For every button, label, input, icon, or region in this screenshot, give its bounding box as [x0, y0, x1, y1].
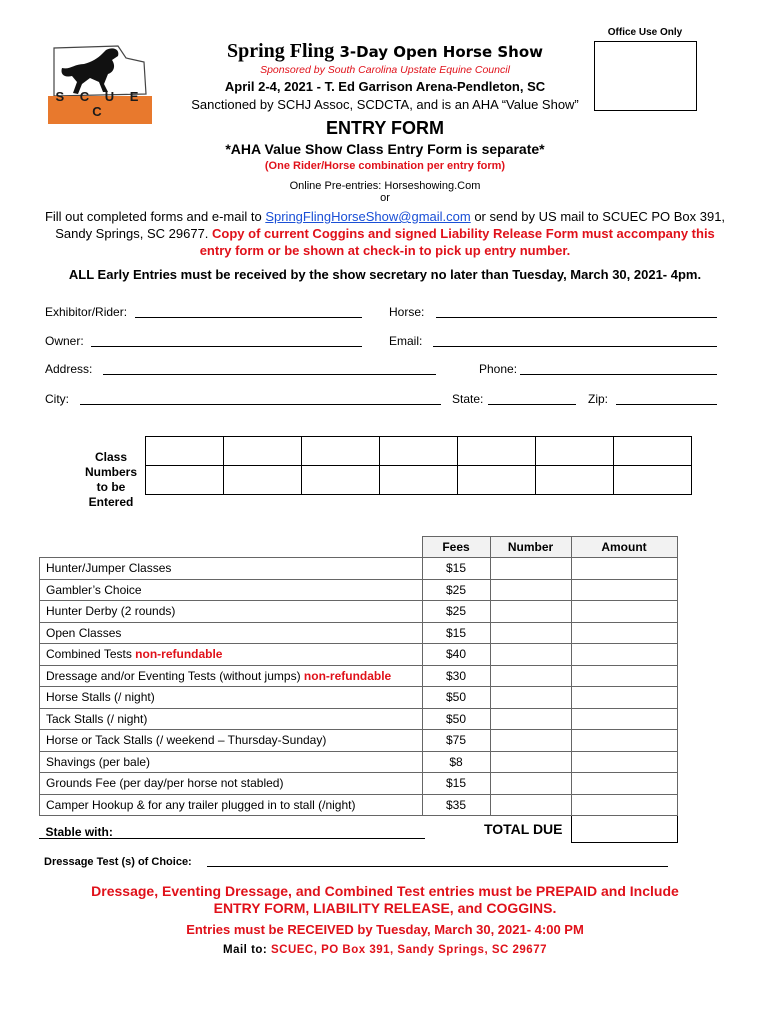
fee-row	[40, 644, 678, 666]
class-number-cell[interactable]	[536, 466, 614, 495]
email-link[interactable]: SpringFlingHorseShow@gmail.com	[265, 209, 471, 224]
received-notice: Entries must be RECEIVED by Tuesday, March 30, 2021- 4:00 PM	[186, 922, 584, 937]
class-number-cell[interactable]	[146, 437, 224, 466]
fee-item-text: Open Classes	[46, 625, 122, 640]
fee-item-text: Camper Hookup & for any trailer plugged in to stall (/night)	[46, 797, 356, 812]
number-input-cell[interactable]	[490, 730, 571, 752]
class-number-cell[interactable]	[458, 437, 536, 466]
fee-amount: $25	[422, 579, 490, 601]
class-number-cell[interactable]	[302, 466, 380, 495]
fee-amount: $50	[422, 687, 490, 709]
logo-text: S C U E C	[55, 89, 145, 119]
fee-amount: $30	[422, 665, 490, 687]
phone-field[interactable]	[520, 374, 717, 375]
fee-item-label	[40, 773, 423, 795]
horse-field[interactable]	[436, 317, 717, 318]
class-numbers-label-line: to be	[96, 480, 126, 494]
owner-field[interactable]	[91, 346, 362, 347]
instructions-text-1: Fill out completed forms and e-mail to	[44, 209, 266, 224]
combo-note: (One Rider/Horse combination per entry form)	[264, 160, 506, 172]
number-input-cell[interactable]	[490, 622, 571, 644]
fee-item-text: Hunter/Jumper Classes	[46, 561, 172, 576]
number-input-cell[interactable]	[490, 708, 571, 730]
stable-with-text: Stable with:	[45, 825, 113, 840]
sanction-line: Sanctioned by SCHJ Assoc, SCDCTA, and is an AHA “Value Show”	[191, 97, 579, 112]
total-due-field[interactable]	[571, 816, 677, 843]
dressage-choice-label: Dressage Test (s) of Choice:	[44, 856, 192, 868]
instructions-text-2: or send by US mail to SCUEC PO Box 391, Sandy Springs, SC 29677.	[55, 209, 726, 241]
fee-item-text: Horse or Tack Stalls (/ weekend – Thursday-Sunday)	[46, 733, 327, 748]
show-title-sub: 3-Day Open Horse Show	[334, 43, 544, 61]
amount-input-cell[interactable]	[571, 665, 677, 687]
class-numbers-label-line: Class	[94, 450, 128, 464]
non-refundable-note: non-refundable	[303, 668, 392, 683]
amount-input-cell[interactable]	[571, 622, 677, 644]
fee-amount: $15	[422, 622, 490, 644]
mail-to-label: Mail to:	[223, 944, 271, 956]
class-numbers-label	[80, 450, 142, 510]
class-number-grid	[145, 436, 692, 495]
fee-item-text: Shavings (per bale)	[46, 754, 151, 769]
number-header: Number	[490, 537, 571, 558]
prepaid-notice: Dressage, Eventing Dressage, and Combined Test entries must be PREPAID and Include ENTRY FORM, LIABILITY RELEASE, and COGGINS.	[91, 883, 679, 916]
fee-amount: $40	[422, 644, 490, 666]
fee-row	[40, 558, 678, 580]
owner-label: Owner:	[45, 334, 84, 348]
amount-input-cell[interactable]	[571, 558, 677, 580]
aha-note: *AHA Value Show Class Entry Form is separate*	[225, 141, 545, 157]
fee-row	[40, 751, 678, 773]
amount-input-cell[interactable]	[571, 687, 677, 709]
number-input-cell[interactable]	[490, 644, 571, 666]
fees-table	[39, 536, 678, 843]
fee-row	[40, 579, 678, 601]
total-due-label: TOTAL DUE	[483, 821, 563, 838]
city-field[interactable]	[80, 404, 441, 405]
online-entries: Online Pre-entries: Horseshowing.Com	[289, 180, 481, 192]
fee-amount: $35	[422, 794, 490, 816]
class-number-cell[interactable]	[224, 466, 302, 495]
fee-item-text: Grounds Fee (per day/per horse not stabled)	[46, 776, 284, 791]
show-title	[160, 40, 610, 63]
zip-field[interactable]	[616, 404, 717, 405]
number-input-cell[interactable]	[490, 665, 571, 687]
exhibitor-label: Exhibitor/Rider:	[45, 305, 128, 319]
class-number-cell[interactable]	[614, 437, 692, 466]
class-numbers-label-line: Entered	[88, 495, 134, 509]
horse-label: Horse:	[389, 305, 425, 319]
phone-label: Phone:	[479, 362, 518, 376]
fee-amount: $15	[422, 558, 490, 580]
amount-input-cell[interactable]	[571, 644, 677, 666]
fees-header: Fees	[422, 537, 490, 558]
fee-item-label	[40, 601, 423, 623]
fee-item-label	[40, 558, 423, 580]
fee-item-text: Horse Stalls (/ night)	[46, 690, 155, 705]
class-number-cell[interactable]	[536, 437, 614, 466]
number-input-cell[interactable]	[490, 558, 571, 580]
amount-input-cell[interactable]	[571, 794, 677, 816]
address-label: Address:	[45, 362, 93, 376]
fee-row	[40, 665, 678, 687]
email-label: Email:	[389, 334, 423, 348]
instructions	[42, 208, 728, 259]
dressage-choice-field[interactable]	[207, 866, 668, 867]
fee-item-label	[40, 622, 423, 644]
exhibitor-field[interactable]	[135, 317, 362, 318]
fee-item-label	[40, 665, 423, 687]
fee-row	[40, 730, 678, 752]
class-number-cell[interactable]	[302, 437, 380, 466]
fee-item-label	[40, 751, 423, 773]
amount-input-cell[interactable]	[571, 773, 677, 795]
mail-to-address: SCUEC, PO Box 391, Sandy Springs, SC 29677	[270, 944, 547, 956]
number-input-cell[interactable]	[490, 794, 571, 816]
fee-item-label	[40, 579, 423, 601]
fee-row	[40, 708, 678, 730]
number-input-cell[interactable]	[490, 601, 571, 623]
amount-input-cell[interactable]	[571, 579, 677, 601]
fee-row	[40, 773, 678, 795]
deadline-note: ALL Early Entries must be received by the show secretary no later than Tuesday, March 30, 2021- 4pm.	[68, 267, 702, 282]
office-use-label: Office Use Only	[607, 27, 683, 38]
class-number-cell[interactable]	[380, 437, 458, 466]
state-label: State:	[452, 392, 484, 406]
fee-item-text: Hunter Derby (2 rounds)	[46, 604, 176, 619]
form-title: ENTRY FORM	[325, 118, 444, 138]
email-field[interactable]	[433, 346, 717, 347]
fee-item-text: Tack Stalls (/ night)	[46, 711, 148, 726]
fee-item-label	[40, 730, 423, 752]
fee-item-label	[40, 687, 423, 709]
fee-row	[40, 687, 678, 709]
fee-item-text: Combined Tests	[46, 647, 136, 662]
mail-to	[70, 944, 700, 956]
class-number-cell[interactable]	[380, 466, 458, 495]
number-input-cell[interactable]	[490, 687, 571, 709]
fee-item-text: Dressage and/or Eventing Tests (without jumps)	[46, 668, 304, 683]
amount-input-cell[interactable]	[571, 751, 677, 773]
fee-item-label	[40, 708, 423, 730]
class-number-cell[interactable]	[146, 466, 224, 495]
show-title-name: Spring Fling	[226, 40, 335, 62]
zip-label: Zip:	[588, 392, 609, 406]
amount-input-cell[interactable]	[571, 708, 677, 730]
fees-header-blank	[40, 537, 423, 558]
fee-amount: $25	[422, 601, 490, 623]
state-field[interactable]	[488, 404, 576, 405]
number-input-cell[interactable]	[490, 773, 571, 795]
number-input-cell[interactable]	[490, 579, 571, 601]
sponsor-line: Sponsored by South Carolina Upstate Equine Council	[260, 64, 510, 76]
non-refundable-note: non-refundable	[135, 647, 223, 662]
class-number-cell[interactable]	[224, 437, 302, 466]
fee-row	[40, 601, 678, 623]
fee-row	[40, 622, 678, 644]
fee-item-label	[40, 794, 423, 816]
amount-header: Amount	[571, 537, 677, 558]
amount-input-cell[interactable]	[571, 730, 677, 752]
scuec-logo	[48, 40, 152, 124]
fee-item-text: Gambler’s Choice	[46, 582, 142, 597]
fee-amount: $75	[422, 730, 490, 752]
fee-amount: $8	[422, 751, 490, 773]
fee-amount: $15	[422, 773, 490, 795]
city-label: City:	[45, 392, 69, 406]
number-input-cell[interactable]	[490, 751, 571, 773]
instructions-warning: Copy of current Coggins and signed Liability Release Form must accompany this entry form or be shown at check-in to pick up entry number.	[199, 226, 715, 258]
fee-item-label	[40, 644, 423, 666]
fee-row	[40, 794, 678, 816]
class-number-cell[interactable]	[614, 466, 692, 495]
address-field[interactable]	[103, 374, 436, 375]
class-number-cell[interactable]	[458, 466, 536, 495]
class-numbers-label-line: Numbers	[84, 465, 137, 479]
or-text: or	[380, 192, 390, 204]
amount-input-cell[interactable]	[571, 601, 677, 623]
fee-amount: $50	[422, 708, 490, 730]
stable-with-field[interactable]	[39, 838, 425, 839]
dates-venue: April 2-4, 2021 - T. Ed Garrison Arena-Pendleton, SC	[224, 79, 546, 94]
